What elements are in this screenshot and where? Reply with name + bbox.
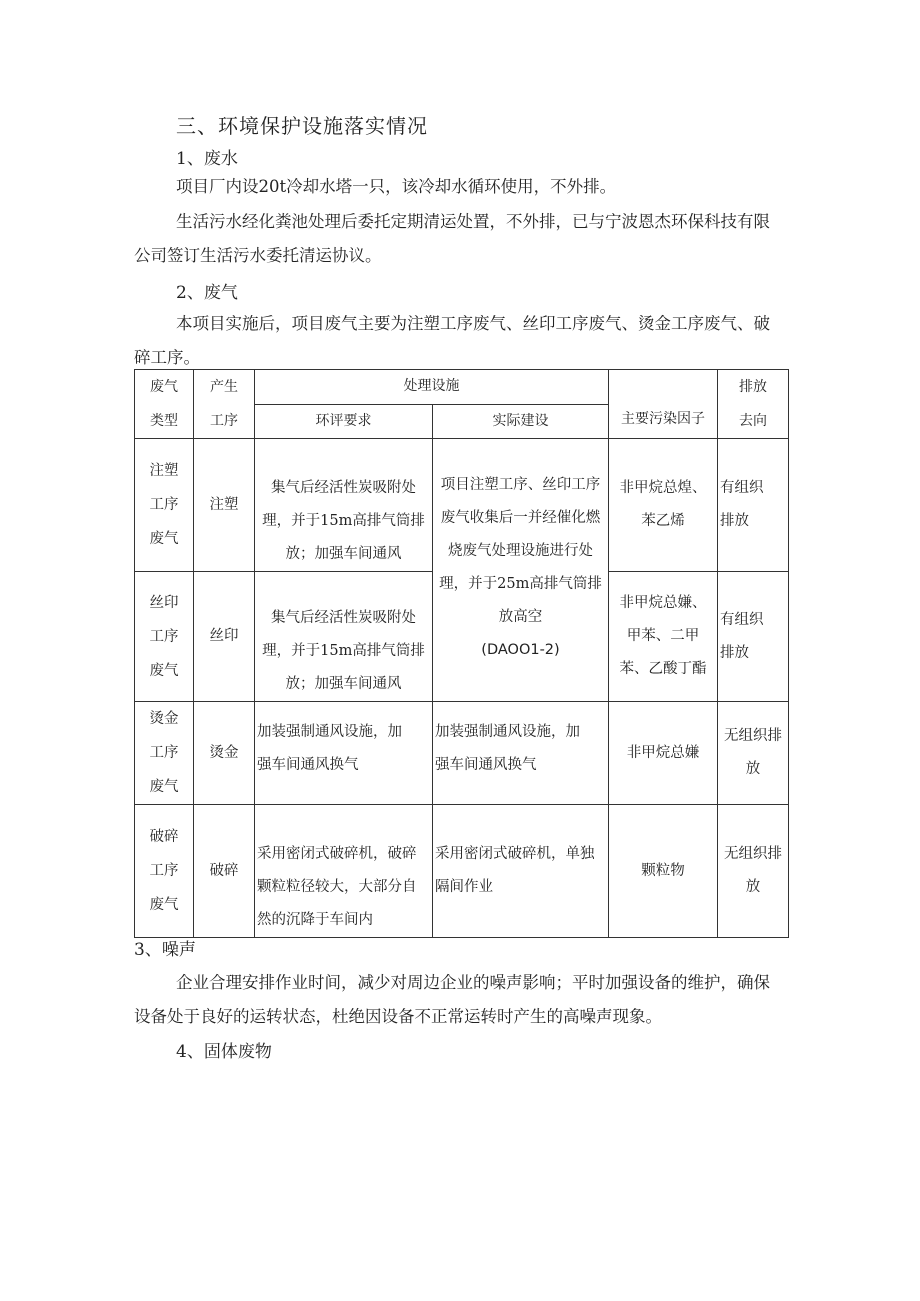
waste-gas-paragraph xyxy=(134,307,770,375)
noise-para-line2: 设备处于良好的运转状态，杜绝因设备不正常运转时产生的高噪声现象。 xyxy=(134,1007,662,1026)
table-header-row-1 xyxy=(135,370,789,405)
table-row xyxy=(135,805,789,938)
cell-pollutant: 颗粒物 xyxy=(609,805,718,938)
cell-actual-construction: 采用密闭式破碎机，单独 隔间作业 xyxy=(433,805,609,938)
cell-actual-construction-merged: 项目注塑工序、丝印工序 废气收集后一并经催化燃 烧废气处理设施进行处 理，并于25m高排气筒排 放高空 (DAOO1-2) xyxy=(433,439,609,702)
cell-pollutant: 非甲烷总嫌 xyxy=(609,702,718,805)
cell-eia-requirement: 采用密闭式破碎机，破碎 颗粒粒径较大，大部分自 然的沉降于车间内 xyxy=(255,805,433,938)
cell-discharge: 有组织 排放 xyxy=(718,439,789,572)
header-discharge: 排放 去向 xyxy=(718,370,789,439)
cell-discharge: 有组织 排放 xyxy=(718,572,789,702)
cell-process: 破碎 xyxy=(194,805,255,938)
wastewater-para2-line1: 生活污水经化粪池处理后委托定期清运处置，不外排，已与宁波恩杰环保科技有限 xyxy=(176,212,770,231)
cell-process: 注塑 xyxy=(194,439,255,572)
cell-process: 丝印 xyxy=(194,572,255,702)
cell-process: 烫金 xyxy=(194,702,255,805)
cell-eia-requirement: 集气后经活性炭吸附处 理，并于15m高排气筒排 放；加强车间通风 xyxy=(255,572,433,702)
cell-eia-requirement: 集气后经活性炭吸附处 理，并于15m高排气筒排 放；加强车间通风 xyxy=(255,439,433,572)
cell-gas-type: 注塑 工序 废气 xyxy=(135,439,194,572)
header-pollutant: 主要污染因子 xyxy=(609,370,718,439)
header-facility: 处理设施 xyxy=(255,370,609,405)
cell-discharge: 无组织排 放 xyxy=(718,702,789,805)
wastewater-para2-line2: 公司签订生活污水委托清运协议。 xyxy=(134,246,382,265)
section-title: 三、环境保护设施落实情况 xyxy=(176,114,428,138)
header-gas-type: 废气 类型 xyxy=(135,370,194,439)
noise-para-line1: 企业合理安排作业时间，减少对周边企业的噪声影响；平时加强设备的维护，确保 xyxy=(176,973,770,992)
wastewater-paragraph-2 xyxy=(134,205,770,273)
waste-gas-heading: 2、废气 xyxy=(176,283,238,303)
cell-actual-construction: 加装强制通风设施，加 强车间通风换气 xyxy=(433,702,609,805)
cell-pollutant: 非甲烷总煌、 苯乙烯 xyxy=(609,439,718,572)
header-eia-requirement: 环评要求 xyxy=(255,404,433,439)
solid-waste-heading: 4、固体废物 xyxy=(176,1042,272,1062)
noise-paragraph xyxy=(134,966,770,1034)
noise-heading: 3、噪声 xyxy=(134,940,196,960)
header-process: 产生 工序 xyxy=(194,370,255,439)
waste-gas-para-line1: 本项目实施后，项目废气主要为注塑工序废气、丝印工序废气、烫金工序废气、破 xyxy=(176,314,770,333)
cell-gas-type: 破碎 工序 废气 xyxy=(135,805,194,938)
cell-eia-requirement: 加装强制通风设施，加 强车间通风换气 xyxy=(255,702,433,805)
cell-gas-type: 丝印 工序 废气 xyxy=(135,572,194,702)
cell-discharge: 无组织排 放 xyxy=(718,805,789,938)
table-row xyxy=(135,702,789,805)
wastewater-heading: 1、废水 xyxy=(176,149,238,169)
waste-gas-table xyxy=(134,369,789,938)
wastewater-paragraph-1 xyxy=(134,170,616,204)
header-actual-construction: 实际建设 xyxy=(433,404,609,439)
cell-gas-type: 烫金 工序 废气 xyxy=(135,702,194,805)
cell-pollutant: 非甲烷总嫌、 甲苯、二甲 苯、乙酸丁酯 xyxy=(609,572,718,702)
wastewater-para1-line: 项目厂内设20t冷却水塔一只，该冷却水循环使用，不外排。 xyxy=(176,177,617,196)
table-row xyxy=(135,439,789,572)
waste-gas-para-line2: 碎工序。 xyxy=(134,348,200,367)
